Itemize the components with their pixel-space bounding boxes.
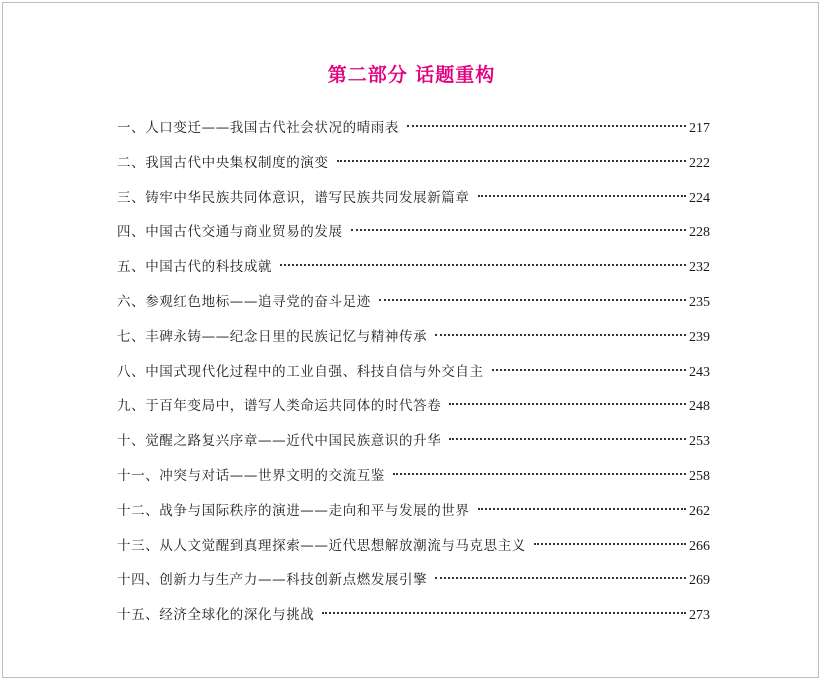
- toc-entry-page: 262: [689, 503, 710, 519]
- toc-entry[interactable]: [117, 389, 710, 424]
- toc-entry[interactable]: [117, 285, 710, 320]
- dot-leader: [492, 369, 686, 371]
- dot-leader: [393, 473, 686, 475]
- toc-entry-title: 八、中国式现代化过程中的工业自强、科技自信与外交自主: [117, 363, 484, 380]
- toc-entry[interactable]: [117, 181, 710, 216]
- toc-entry-title: 九、于百年变局中，谱写人类命运共同体的时代答卷: [117, 398, 442, 415]
- toc-entry[interactable]: [117, 111, 710, 146]
- toc-entry[interactable]: [117, 424, 710, 459]
- toc-entry[interactable]: [117, 320, 710, 355]
- toc-entry[interactable]: [117, 563, 710, 598]
- toc-entry-page: 224: [689, 190, 710, 206]
- toc-entry-page: 228: [689, 225, 710, 241]
- toc-entry-page: 273: [689, 608, 710, 624]
- toc-entry-title: 二、我国古代中央集权制度的演变: [117, 154, 329, 171]
- toc-entry-title: 五、中国古代的科技成就: [117, 259, 273, 276]
- toc-entry-page: 243: [689, 364, 710, 380]
- toc-entry-page: 222: [689, 155, 710, 171]
- dot-leader: [407, 125, 686, 127]
- toc-entry[interactable]: [117, 146, 710, 181]
- toc-entry-page: 232: [689, 260, 710, 276]
- dot-leader: [337, 160, 687, 162]
- toc-entry-page: 269: [689, 573, 710, 589]
- toc-entry-title: 十、觉醒之路复兴序章——近代中国民族意识的升华: [117, 433, 442, 450]
- dot-leader: [449, 438, 686, 440]
- dot-leader: [351, 229, 686, 231]
- toc-entry-title: 十二、战争与国际秩序的演进——走向和平与发展的世界: [117, 502, 470, 519]
- toc-entry-page: 253: [689, 434, 710, 450]
- toc-entry-title: 七、丰碑永铸——纪念日里的民族记忆与精神传承: [117, 328, 428, 345]
- toc-entry-title: 十三、从人文觉醒到真理探索——近代思想解放潮流与马克思主义: [117, 537, 526, 554]
- dot-leader: [478, 195, 687, 197]
- toc-entry-title: 十五、经济全球化的深化与挑战: [117, 607, 315, 624]
- toc-entry-title: 十一、冲突与对话——世界文明的交流互鉴: [117, 467, 385, 484]
- toc-entry[interactable]: [117, 215, 710, 250]
- table-of-contents: [117, 111, 710, 633]
- toc-entry-page: 239: [689, 329, 710, 345]
- toc-entry-page: 217: [689, 121, 710, 136]
- toc-entry[interactable]: [117, 494, 710, 529]
- toc-entry-title: 四、中国古代交通与商业贸易的发展: [117, 224, 343, 241]
- toc-entry[interactable]: [117, 250, 710, 285]
- dot-leader: [322, 612, 686, 614]
- dot-leader: [449, 403, 686, 405]
- section-title: 第二部分 话题重构: [327, 64, 496, 86]
- toc-entry[interactable]: [117, 459, 710, 494]
- toc-entry-title: 十四、创新力与生产力——科技创新点燃发展引擎: [117, 572, 428, 589]
- toc-entry-title: 六、参观红色地标——追寻党的奋斗足迹: [117, 293, 371, 310]
- toc-entry[interactable]: [117, 529, 710, 564]
- dot-leader: [478, 508, 687, 510]
- dot-leader: [534, 543, 686, 545]
- toc-entry-page: 235: [689, 294, 710, 310]
- dot-leader: [379, 299, 686, 301]
- toc-entry[interactable]: [117, 355, 710, 390]
- toc-entry-title: 一、人口变迁——我国古代社会状况的晴雨表: [117, 120, 399, 136]
- toc-entry-page: 258: [689, 468, 710, 484]
- toc-entry-page: 266: [689, 538, 710, 554]
- toc-entry[interactable]: [117, 598, 710, 633]
- dot-leader: [435, 334, 686, 336]
- dot-leader: [435, 577, 686, 579]
- toc-entry-title: 三、铸牢中华民族共同体意识，谱写民族共同发展新篇章: [117, 189, 470, 206]
- toc-entry-page: 248: [689, 399, 710, 415]
- dot-leader: [280, 264, 686, 266]
